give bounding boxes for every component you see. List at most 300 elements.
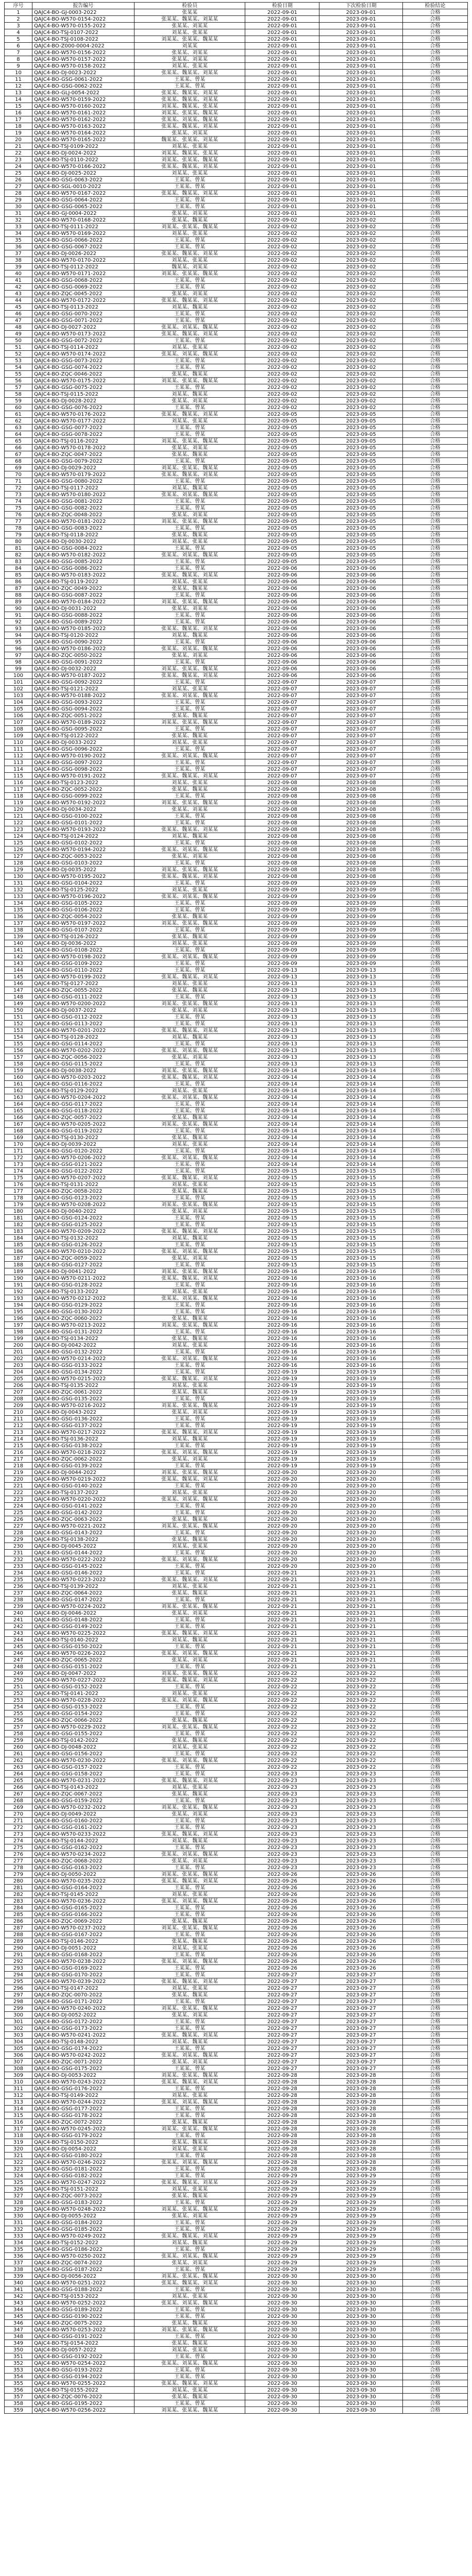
row-check-date: 2022-09-22 xyxy=(245,1751,319,1757)
row-seq: 272 xyxy=(5,1824,32,1831)
row-next-date: 2023-09-01 xyxy=(319,110,403,116)
row-check-date: 2022-09-15 xyxy=(245,1228,319,1235)
row-result: 合格 xyxy=(403,1342,468,1349)
row-inspector: 王某某、曾某 xyxy=(134,2374,245,2380)
row-report-no: QAJC4-BO-TSJ-0113-2022 xyxy=(32,304,134,311)
row-inspector: 刘某某、魏某某 xyxy=(134,304,245,311)
row-check-date: 2022-09-07 xyxy=(245,733,319,739)
row-check-date: 2022-09-23 xyxy=(245,1798,319,1804)
row-check-date: 2022-09-01 xyxy=(245,43,319,49)
row-seq: 249 xyxy=(5,1670,32,1677)
row-next-date: 2023-09-30 xyxy=(319,2347,403,2353)
row-report-no: QAJC4-BO-GSG-0101-2022 xyxy=(32,820,134,826)
row-inspector: 王某某、曾某 xyxy=(134,1329,245,1335)
row-inspector: 张某某、魏某某、刘某某 xyxy=(134,90,245,96)
row-next-date: 2023-09-27 xyxy=(319,2005,403,2012)
row-report-no: QAJC4-BO-W570-0223-2022 xyxy=(32,1577,134,1583)
row-next-date: 2023-09-13 xyxy=(319,1007,403,1014)
row-next-date: 2023-09-23 xyxy=(319,1791,403,1798)
table-row xyxy=(5,2380,468,2387)
row-inspector: 刘某某、魏某某 xyxy=(134,1235,245,1242)
row-seq: 185 xyxy=(5,1242,32,1248)
table-row xyxy=(5,1181,468,1188)
table-row xyxy=(5,1034,468,1041)
table-row xyxy=(5,2173,468,2179)
row-result: 合格 xyxy=(403,994,468,1001)
table-row xyxy=(5,826,468,833)
row-seq: 69 xyxy=(5,465,32,471)
row-report-no: QAJC4-BO-GSG-0119-2022 xyxy=(32,1128,134,1134)
table-row xyxy=(5,1878,468,1885)
table-row xyxy=(5,1556,468,1563)
row-inspector: 王某某、曾某 xyxy=(134,994,245,1001)
row-inspector: 刘某某、张某某 xyxy=(134,230,245,237)
row-result: 合格 xyxy=(403,1684,468,1690)
row-check-date: 2022-09-27 xyxy=(245,1998,319,2005)
row-seq: 93 xyxy=(5,625,32,632)
table-row xyxy=(5,1757,468,1764)
table-row xyxy=(5,411,468,418)
row-next-date: 2023-09-19 xyxy=(319,1376,403,1382)
row-next-date: 2023-09-01 xyxy=(319,143,403,150)
row-result: 合格 xyxy=(403,250,468,257)
row-next-date: 2023-09-27 xyxy=(319,2065,403,2072)
row-seq: 226 xyxy=(5,1516,32,1523)
row-inspector: 张某某、魏某某、刘某某 xyxy=(134,1630,245,1637)
row-seq: 323 xyxy=(5,2166,32,2173)
table-row xyxy=(5,492,468,498)
table-row xyxy=(5,558,468,565)
row-next-date: 2023-09-01 xyxy=(319,9,403,16)
row-inspector: 王某某、曾某 xyxy=(134,2400,245,2407)
row-seq: 99 xyxy=(5,666,32,672)
table-row xyxy=(5,1503,468,1510)
table-row xyxy=(5,2072,468,2079)
table-row xyxy=(5,1764,468,1771)
row-result: 合格 xyxy=(403,846,468,853)
row-report-no: QAJC4-BO-DJ-0040-2022 xyxy=(32,1208,134,1215)
row-check-date: 2022-09-02 xyxy=(245,391,319,398)
row-seq: 62 xyxy=(5,418,32,425)
row-seq: 235 xyxy=(5,1577,32,1583)
row-next-date: 2023-09-16 xyxy=(319,1275,403,1282)
row-inspector: 张某某、魏某某 xyxy=(134,1114,245,1121)
row-report-no: QAJC4-BO-W570-0187-2022 xyxy=(32,672,134,679)
row-seq: 232 xyxy=(5,1556,32,1563)
row-inspector: 王某某、曾某 xyxy=(134,706,245,713)
row-result: 合格 xyxy=(403,2246,468,2253)
row-report-no: QAJC4-BO-GSG-0080-2022 xyxy=(32,478,134,485)
row-check-date: 2022-09-30 xyxy=(245,2327,319,2333)
row-next-date: 2023-09-07 xyxy=(319,713,403,719)
row-check-date: 2022-09-14 xyxy=(245,1155,319,1161)
row-inspector: 张某某、魏某某、刘某某 xyxy=(134,672,245,679)
row-check-date: 2022-09-02 xyxy=(245,351,319,358)
row-report-no: QAJC4-BO-TSJ-0114-2022 xyxy=(32,344,134,351)
row-result: 合格 xyxy=(403,1617,468,1623)
row-check-date: 2022-09-26 xyxy=(245,1905,319,1911)
row-result: 合格 xyxy=(403,1469,468,1476)
row-seq: 123 xyxy=(5,826,32,833)
row-check-date: 2022-09-21 xyxy=(245,1577,319,1583)
row-check-date: 2022-09-01 xyxy=(245,130,319,137)
row-check-date: 2022-09-08 xyxy=(245,860,319,867)
row-report-no: QAJC4-BO-ZQC-0046-2022 xyxy=(32,371,134,378)
row-report-no: QAJC4-BO-W570-0169-2022 xyxy=(32,230,134,237)
row-seq: 228 xyxy=(5,1530,32,1536)
row-next-date: 2023-09-15 xyxy=(319,1215,403,1222)
row-report-no: QAJC4-BO-W570-0172-2022 xyxy=(32,297,134,304)
row-check-date: 2022-09-21 xyxy=(245,1617,319,1623)
row-inspector: 张某某、魏某某、刘某某 xyxy=(134,1275,245,1282)
row-check-date: 2022-09-19 xyxy=(245,1396,319,1402)
row-check-date: 2022-09-20 xyxy=(245,1469,319,1476)
row-report-no: QAJC4-BO-ZQC-0062-2022 xyxy=(32,1456,134,1463)
row-result: 合格 xyxy=(403,545,468,552)
row-inspector: 张某某、刘某某、魏某某 xyxy=(134,1449,245,1456)
row-next-date: 2023-09-22 xyxy=(319,1751,403,1757)
row-check-date: 2022-09-09 xyxy=(245,887,319,893)
row-result: 合格 xyxy=(403,1623,468,1630)
table-row xyxy=(5,2340,468,2347)
table-row xyxy=(5,170,468,177)
row-inspector: 张某某、魏某某、刘某某 xyxy=(134,1777,245,1784)
row-seq: 252 xyxy=(5,1690,32,1697)
row-next-date: 2023-09-16 xyxy=(319,1289,403,1295)
row-inspector: 刘某某、张某某 xyxy=(134,1088,245,1094)
row-result: 合格 xyxy=(403,1422,468,1429)
row-report-no: QAJC4-BO-GSG-0065-2022 xyxy=(32,204,134,210)
table-row xyxy=(5,1697,468,1704)
table-body xyxy=(5,9,468,2414)
row-check-date: 2022-09-20 xyxy=(245,1556,319,1563)
row-seq: 202 xyxy=(5,1355,32,1362)
row-check-date: 2022-09-05 xyxy=(245,545,319,552)
row-inspector: 王某某、曾某 xyxy=(134,1422,245,1429)
row-report-no: QAJC4-BO-GSG-0169-2022 xyxy=(32,1965,134,1972)
row-inspector: 刘某某、魏某某 xyxy=(134,1838,245,1844)
row-result: 合格 xyxy=(403,1114,468,1121)
table-row xyxy=(5,1456,468,1463)
table-row xyxy=(5,1925,468,1931)
row-seq: 327 xyxy=(5,2193,32,2199)
row-next-date: 2023-09-15 xyxy=(319,1175,403,1181)
row-check-date: 2022-09-15 xyxy=(245,1188,319,1195)
row-result: 合格 xyxy=(403,96,468,103)
row-result: 合格 xyxy=(403,1335,468,1342)
row-report-no: QAJC4-BO-GSG-0126-2022 xyxy=(32,1242,134,1248)
row-result: 合格 xyxy=(403,110,468,116)
row-seq: 277 xyxy=(5,1858,32,1865)
row-check-date: 2022-09-22 xyxy=(245,1710,319,1717)
row-result: 合格 xyxy=(403,2327,468,2333)
row-result: 合格 xyxy=(403,2206,468,2213)
row-report-no: QAJC4-BO-TSJ-0146-2022 xyxy=(32,1938,134,1945)
row-result: 合格 xyxy=(403,599,468,605)
table-row xyxy=(5,498,468,505)
row-report-no: QAJC4-BO-GSG-0156-2022 xyxy=(32,1751,134,1757)
row-seq: 351 xyxy=(5,2353,32,2360)
row-check-date: 2022-09-20 xyxy=(245,1516,319,1523)
row-next-date: 2023-09-02 xyxy=(319,264,403,270)
row-inspector: 王某某、曾某 xyxy=(134,639,245,646)
row-seq: 166 xyxy=(5,1114,32,1121)
row-seq: 298 xyxy=(5,1998,32,2005)
row-inspector: 张某某、魏某某、刘某某 xyxy=(134,1376,245,1382)
row-check-date: 2022-09-05 xyxy=(245,518,319,525)
row-inspector: 王某某、曾某 xyxy=(134,404,245,411)
table-row xyxy=(5,2327,468,2333)
row-report-no: QAJC4-BO-W570-0234-2022 xyxy=(32,1851,134,1858)
row-inspector: 王某某、曾某 xyxy=(134,927,245,934)
row-seq: 348 xyxy=(5,2333,32,2340)
row-next-date: 2023-09-14 xyxy=(319,1088,403,1094)
row-seq: 131 xyxy=(5,880,32,887)
table-row xyxy=(5,2213,468,2219)
row-result: 合格 xyxy=(403,1777,468,1784)
row-check-date: 2022-09-07 xyxy=(245,759,319,766)
row-next-date: 2023-09-01 xyxy=(319,96,403,103)
table-row xyxy=(5,913,468,920)
row-result: 合格 xyxy=(403,1416,468,1422)
row-seq: 68 xyxy=(5,458,32,465)
table-row xyxy=(5,2032,468,2039)
row-report-no: QAJC4-BO-DJ-0029-2022 xyxy=(32,465,134,471)
row-next-date: 2023-09-20 xyxy=(319,1469,403,1476)
row-check-date: 2022-09-01 xyxy=(245,16,319,23)
row-report-no: QAJC4-BO-GSG-0123-2022 xyxy=(32,1195,134,1201)
row-check-date: 2022-09-05 xyxy=(245,498,319,505)
row-check-date: 2022-09-29 xyxy=(245,2266,319,2273)
table-row xyxy=(5,1972,468,1978)
row-seq: 129 xyxy=(5,867,32,873)
row-inspector: 张某某、刘某某 xyxy=(134,23,245,29)
row-report-no: QAJC4-BO-GSG-0068-2022 xyxy=(32,277,134,284)
header-next-date: 下次检验日期 xyxy=(319,3,403,9)
row-next-date: 2023-09-22 xyxy=(319,1697,403,1704)
row-inspector: 刘某某、张某某、魏某某 xyxy=(134,920,245,927)
row-check-date: 2022-09-20 xyxy=(245,1563,319,1570)
row-report-no: QAJC4-BO-W570-0202-2022 xyxy=(32,1047,134,1054)
row-next-date: 2023-09-01 xyxy=(319,70,403,76)
row-report-no: QAJC4-BO-GSG-0073-2022 xyxy=(32,358,134,364)
row-check-date: 2022-09-07 xyxy=(245,746,319,753)
row-seq: 104 xyxy=(5,699,32,706)
row-report-no: QAJC4-BO-TSJ-0109-2022 xyxy=(32,143,134,150)
row-seq: 307 xyxy=(5,2059,32,2065)
row-inspector: 张某某、魏某某 xyxy=(134,585,245,592)
row-check-date: 2022-09-20 xyxy=(245,1503,319,1510)
row-report-no: QAJC4-BO-W570-0233-2022 xyxy=(32,1831,134,1838)
row-result: 合格 xyxy=(403,1998,468,2005)
row-inspector: 张某某、魏某某、刘某某 xyxy=(134,2280,245,2286)
row-result: 合格 xyxy=(403,1664,468,1670)
table-row xyxy=(5,666,468,672)
row-seq: 303 xyxy=(5,2032,32,2039)
row-inspector: 张某某、魏某某、刘某某 xyxy=(134,1175,245,1181)
row-result: 合格 xyxy=(403,264,468,270)
row-next-date: 2023-09-08 xyxy=(319,853,403,860)
header-check-date: 检验日期 xyxy=(245,3,319,9)
row-inspector: 王某某、曾某 xyxy=(134,1530,245,1536)
row-result: 合格 xyxy=(403,465,468,471)
row-inspector: 张某某、刘某某、魏某某 xyxy=(134,1958,245,1965)
row-inspector: 刘某某、张某某、魏某某 xyxy=(134,1121,245,1128)
row-result: 合格 xyxy=(403,2353,468,2360)
row-next-date: 2023-09-30 xyxy=(319,2313,403,2320)
table-row xyxy=(5,391,468,398)
row-inspector: 张某某、魏某某、刘某某 xyxy=(134,70,245,76)
row-next-date: 2023-09-09 xyxy=(319,934,403,940)
row-seq: 138 xyxy=(5,927,32,934)
table-row xyxy=(5,565,468,572)
row-result: 合格 xyxy=(403,1262,468,1268)
row-result: 合格 xyxy=(403,1047,468,1054)
row-inspector: 王某某、曾某 xyxy=(134,2045,245,2052)
row-seq: 19 xyxy=(5,130,32,137)
row-result: 合格 xyxy=(403,552,468,558)
row-next-date: 2023-09-29 xyxy=(319,2246,403,2253)
table-row xyxy=(5,1643,468,1650)
table-row xyxy=(5,1309,468,1315)
row-seq: 206 xyxy=(5,1382,32,1389)
row-seq: 14 xyxy=(5,96,32,103)
row-check-date: 2022-09-06 xyxy=(245,572,319,579)
row-result: 合格 xyxy=(403,2132,468,2139)
row-report-no: QAJC4-BO-W570-0210-2022 xyxy=(32,1248,134,1255)
table-row xyxy=(5,1141,468,1148)
table-row xyxy=(5,1885,468,1891)
row-next-date: 2023-09-08 xyxy=(319,873,403,880)
row-check-date: 2022-09-28 xyxy=(245,2119,319,2126)
row-seq: 4 xyxy=(5,29,32,36)
row-next-date: 2023-09-02 xyxy=(319,344,403,351)
row-check-date: 2022-09-29 xyxy=(245,2246,319,2253)
table-row xyxy=(5,110,468,116)
row-result: 合格 xyxy=(403,1483,468,1489)
row-result: 合格 xyxy=(403,927,468,934)
row-check-date: 2022-09-07 xyxy=(245,719,319,726)
row-seq: 67 xyxy=(5,451,32,458)
row-result: 合格 xyxy=(403,1181,468,1188)
row-next-date: 2023-09-01 xyxy=(319,123,403,130)
row-check-date: 2022-09-14 xyxy=(245,1128,319,1134)
table-row xyxy=(5,893,468,900)
table-row xyxy=(5,1175,468,1181)
row-report-no: QAJC4-BO-TSJ-0151-2022 xyxy=(32,2186,134,2193)
row-next-date: 2023-09-26 xyxy=(319,1945,403,1952)
row-inspector: 王某某、曾某 xyxy=(134,2112,245,2119)
row-inspector: 王某某、曾某 xyxy=(134,2173,245,2179)
row-result: 合格 xyxy=(403,1844,468,1851)
row-result: 合格 xyxy=(403,2394,468,2400)
row-check-date: 2022-09-05 xyxy=(245,525,319,532)
row-result: 合格 xyxy=(403,1201,468,1208)
row-check-date: 2022-09-06 xyxy=(245,652,319,659)
row-check-date: 2022-09-21 xyxy=(245,1643,319,1650)
row-inspector: 刘某某、张某某、魏某某 xyxy=(134,867,245,873)
row-check-date: 2022-09-15 xyxy=(245,1175,319,1181)
row-next-date: 2023-09-08 xyxy=(319,786,403,793)
row-inspector: 王某某、曾某 xyxy=(134,592,245,599)
row-result: 合格 xyxy=(403,2139,468,2146)
table-row xyxy=(5,813,468,820)
row-check-date: 2022-09-22 xyxy=(245,1697,319,1704)
row-result: 合格 xyxy=(403,1228,468,1235)
table-row xyxy=(5,331,468,337)
row-check-date: 2022-09-16 xyxy=(245,1329,319,1335)
row-next-date: 2023-09-16 xyxy=(319,1315,403,1322)
row-inspector: 王某某、曾某 xyxy=(134,1972,245,1978)
row-next-date: 2023-09-06 xyxy=(319,585,403,592)
row-inspector: 张某某、魏某某、刘某某 xyxy=(134,1978,245,1985)
table-row xyxy=(5,244,468,250)
row-seq: 205 xyxy=(5,1376,32,1382)
row-inspector: 张某某、刘某某、魏某某 xyxy=(134,646,245,652)
row-next-date: 2023-09-21 xyxy=(319,1650,403,1657)
row-result: 合格 xyxy=(403,103,468,110)
row-check-date: 2022-09-01 xyxy=(245,70,319,76)
row-next-date: 2023-09-20 xyxy=(319,1536,403,1543)
row-seq: 230 xyxy=(5,1543,32,1550)
row-check-date: 2022-09-27 xyxy=(245,2045,319,2052)
row-report-no: QAJC4-BO-GSG-0120-2022 xyxy=(32,1148,134,1155)
row-report-no: QAJC4-BO-GLJ-0054-2022 xyxy=(32,90,134,96)
row-inspector: 张某某、魏某某 xyxy=(134,934,245,940)
table-row xyxy=(5,1322,468,1329)
row-report-no: QAJC4-BO-DJ-0056-2022 xyxy=(32,2273,134,2280)
row-result: 合格 xyxy=(403,853,468,860)
row-check-date: 2022-09-30 xyxy=(245,2353,319,2360)
row-inspector: 王某某、曾某 xyxy=(134,2065,245,2072)
row-report-no: QAJC4-BO-GSG-0107-2022 xyxy=(32,927,134,934)
row-inspector: 王某某、曾某 xyxy=(134,358,245,364)
row-result: 合格 xyxy=(403,2012,468,2019)
row-check-date: 2022-09-13 xyxy=(245,967,319,974)
row-inspector: 张某某、魏某某 xyxy=(134,1737,245,1744)
row-inspector: 张某某、刘某某 xyxy=(134,652,245,659)
row-next-date: 2023-09-13 xyxy=(319,1047,403,1054)
row-next-date: 2023-09-30 xyxy=(319,2407,403,2414)
row-report-no: QAJC4-BO-GSG-0137-2022 xyxy=(32,1422,134,1429)
row-result: 合格 xyxy=(403,291,468,297)
row-next-date: 2023-09-06 xyxy=(319,632,403,639)
row-seq: 148 xyxy=(5,994,32,1001)
row-result: 合格 xyxy=(403,1101,468,1108)
row-result: 合格 xyxy=(403,16,468,23)
row-next-date: 2023-09-21 xyxy=(319,1577,403,1583)
row-result: 合格 xyxy=(403,76,468,83)
row-check-date: 2022-09-13 xyxy=(245,1054,319,1061)
row-check-date: 2022-09-19 xyxy=(245,1382,319,1389)
row-result: 合格 xyxy=(403,639,468,646)
row-check-date: 2022-09-28 xyxy=(245,2159,319,2166)
row-report-no: QAJC4-BO-W570-0246-2022 xyxy=(32,2159,134,2166)
row-seq: 231 xyxy=(5,1550,32,1556)
row-next-date: 2023-09-28 xyxy=(319,2106,403,2112)
row-next-date: 2023-09-29 xyxy=(319,2213,403,2219)
row-inspector: 王某某、曾某 xyxy=(134,960,245,967)
row-seq: 255 xyxy=(5,1710,32,1717)
row-seq: 244 xyxy=(5,1637,32,1643)
row-seq: 331 xyxy=(5,2219,32,2226)
row-next-date: 2023-09-01 xyxy=(319,183,403,190)
row-seq: 121 xyxy=(5,813,32,820)
table-row xyxy=(5,1751,468,1757)
row-report-no: QAJC4-BO-ZQC-0048-2022 xyxy=(32,512,134,518)
row-report-no: QAJC4-BO-W570-0162-2022 xyxy=(32,116,134,123)
row-inspector: 张某某、魏某某、刘某某 xyxy=(134,1577,245,1583)
